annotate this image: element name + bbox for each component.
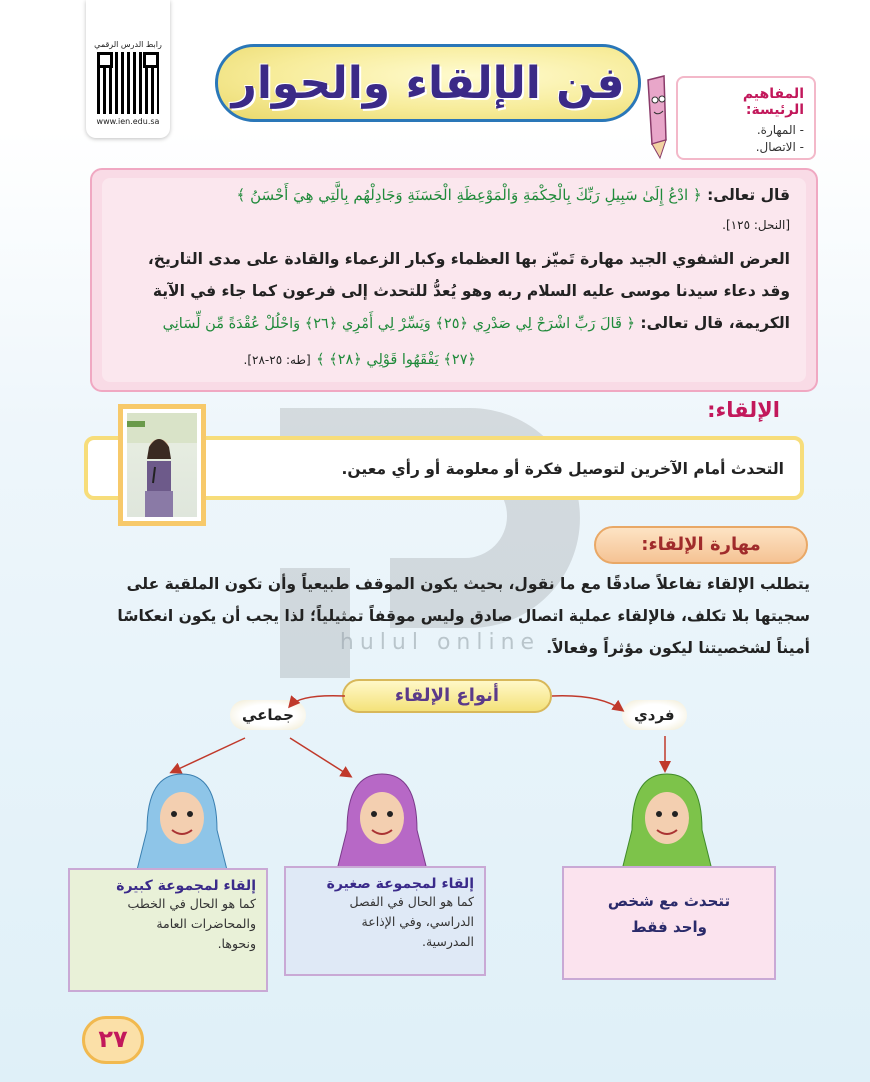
small-group-sign [284,866,486,976]
sign-line: كما هو الحال في الخطب [127,896,256,911]
verse-lead: قال تعالى: [707,186,790,204]
sign-line: كما هو الحال في الفصل [349,894,474,909]
page-title: فن الإلقاء والحوار [231,57,625,109]
quran-line-6 [244,350,476,368]
paragraph-line: وقد دعاء سيدنا موسى عليه السلام ربه وهو يُعدُّ للتحدث إلى فرعون كما جاء في الآية [152,282,790,300]
key-concepts-card [676,76,816,160]
speaker-figure-icon [127,413,197,517]
ilqa-heading: الإلقاء: [707,398,780,422]
qr-card[interactable] [86,0,170,138]
sign-line: الدراسي، وفي الإذاعة [361,914,474,929]
qr-url[interactable]: www.ien.edu.sa [96,117,160,126]
pencil-mascot-icon [640,70,672,160]
sign-line: المدرسية. [421,934,474,949]
key-concepts-heading: المفاهيم الرئيسة: [742,86,804,118]
girl-purple-hijab-icon [337,774,427,870]
concept-item: - الاتصال. [755,140,804,154]
girl-blue-hijab-icon [137,774,227,870]
paragraph-line: أميناً لشخصيتنا ليكون مؤثراً وفعالاً. [546,639,810,657]
large-group-sign [68,868,268,992]
qr-code-icon[interactable] [97,52,159,114]
quran-line-5 [163,314,790,332]
paragraph-line: العرض الشفوي الجيد مهارة تَميّز بها العظماء وكبار الزعماء والقادة على مدى التاريخ، [147,250,790,268]
individual-branch: فردي [622,700,687,730]
skill-heading: مهارة الإلقاء: [594,526,808,564]
page-number: ٢٧ [82,1016,144,1064]
verse-lead: الكريمة، قال تعالى: [640,314,790,332]
types-heading: أنواع الإلقاء [342,679,552,713]
sign-title: إلقاء لمجموعة صغيرة [326,876,474,892]
sign-line: تتحدث مع شخص [607,892,731,910]
verse-text: ﴿٢٧﴾ يَفْقَهُوا قَوْلِي ﴿٢٨﴾ ﴾ [316,352,476,368]
concept-item: - المهارة. [756,123,804,137]
paragraph-line: يتطلب الإلقاء تفاعلاً صادقًا مع ما نقول، بحيث يكون الموقف طبيعياً وأن تكون الملقية على [126,575,810,593]
verse-text: ﴿ ادْعُ إِلَىٰ سَبِيلِ رَبِّكَ بِالْحِكْمَةِ وَالْمَوْعِظَةِ الْحَسَنَةِ وَجَادِلْهُم بِالَّتِي هِيَ أَحْسَنُ ﴾ [236,186,702,204]
watermark-text: hulul online [339,630,541,655]
skill-paragraph [52,568,810,664]
quran-line-1 [237,186,790,204]
girl-figures [92,770,792,870]
sign-title: إلقاء لمجموعة كبيرة [116,878,256,894]
verse-reference: [النحل: ١٢٥]. [722,218,790,232]
title-banner [215,44,641,122]
paragraph-line: سجيتها بلا تكلف، فالإلقاء عملية اتصال صادق وليس موقفاً تمثيلياً؛ لذا يجب أن يكون انعكاسًا [117,607,810,625]
group-branch: جماعي [230,700,306,730]
sign-line: ونحوها. [217,936,256,951]
individual-sign [562,866,776,980]
girl-green-hijab-icon [622,774,712,870]
speaker-photo [118,404,206,526]
verse-reference: [طه: ٢٥-٢٨]. [243,353,311,367]
qr-label: رابط الدرس الرقمي [94,40,162,49]
ilqa-definition: التحدث أمام الآخرين لتوصيل فكرة أو معلومة أو رأي معين. [341,460,784,478]
verse-text: ﴿ قَالَ رَبِّ اشْرَحْ لِي صَدْرِي ﴿٢٥﴾ وَيَسِّرْ لِي أَمْرِي ﴿٢٦﴾ وَاحْلُلْ عُقْدَةً مِّن لِّسَانِي [162,316,635,332]
sign-line: واحد فقط [631,918,707,936]
sign-line: والمحاضرات العامة [156,916,256,931]
quran-box [90,168,818,392]
